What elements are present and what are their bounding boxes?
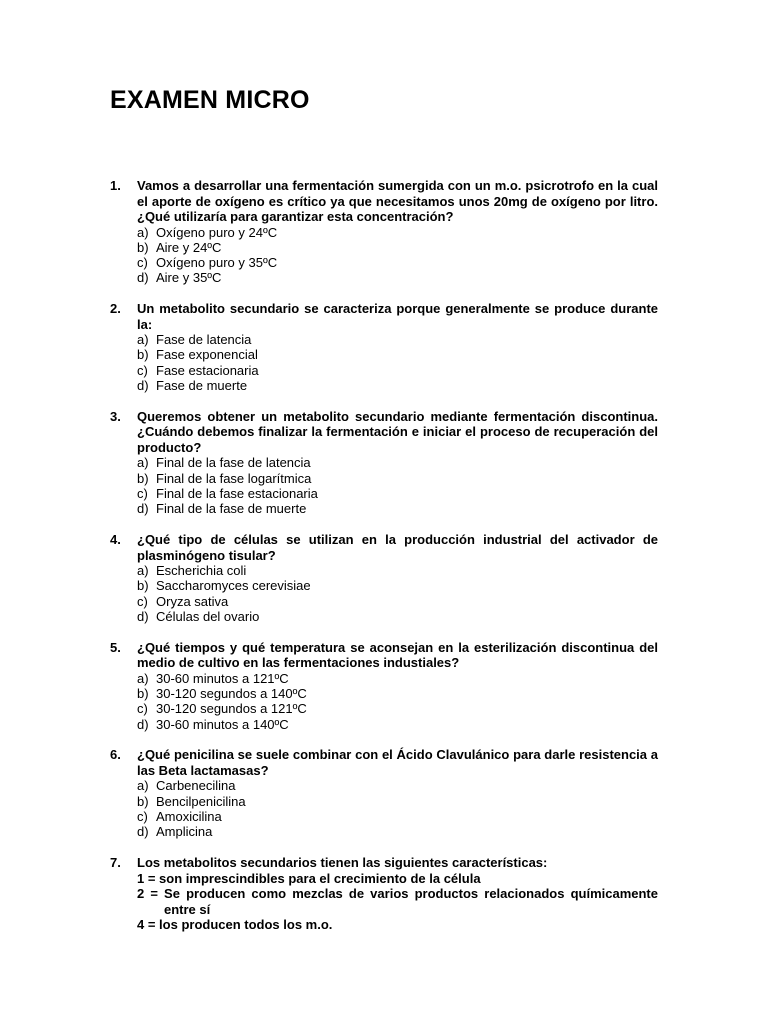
option-c — [137, 809, 658, 824]
statement-2: 2 = Se producen como mezclas de varios productos relacionados químicamente entre sí — [137, 886, 658, 917]
option-b — [137, 686, 658, 701]
question-1 — [110, 178, 658, 286]
option-letter: d) — [137, 824, 149, 840]
option-text: 30-120 segundos a 121ºC — [156, 701, 307, 717]
option-text: Amoxicilina — [156, 809, 222, 825]
option-letter: b) — [137, 578, 149, 594]
option-text: Fase exponencial — [156, 347, 258, 363]
option-text: Células del ovario — [156, 608, 260, 624]
option-letter: d) — [137, 501, 149, 517]
document-title: EXAMEN MICRO — [110, 86, 310, 114]
question-number: 5. — [110, 639, 121, 655]
option-letter: a) — [137, 224, 149, 240]
question-text: ¿Qué tiempos y qué temperatura se aconsejan en la esterilización discontinua del medio de cultivo en las fermentaciones industiales? — [137, 639, 658, 671]
option-list — [137, 332, 658, 393]
option-letter: c) — [137, 593, 148, 609]
question-4 — [110, 532, 658, 624]
question-number: 2. — [110, 301, 121, 317]
option-letter: a) — [137, 778, 149, 794]
option-text: Fase estacionaria — [156, 362, 259, 378]
option-letter: a) — [137, 455, 149, 471]
option-c — [137, 486, 658, 501]
option-text: Final de la fase de latencia — [156, 455, 311, 471]
question-number: 1. — [110, 178, 121, 193]
option-b — [137, 578, 658, 593]
option-a — [137, 778, 658, 793]
question-number: 6. — [110, 747, 121, 763]
option-letter: c) — [137, 485, 148, 501]
option-letter: b) — [137, 470, 149, 486]
option-text: 30-120 segundos a 140ºC — [156, 686, 307, 702]
option-c — [137, 701, 658, 716]
option-letter: a) — [137, 670, 149, 686]
option-list — [137, 225, 658, 286]
question-list — [110, 178, 658, 948]
question-text: Los metabolitos secundarios tienen las siguientes características: — [137, 855, 548, 871]
question-text: ¿Qué penicilina se suele combinar con el Ácido Clavulánico para darle resistencia a las Beta lactamasas? — [137, 747, 658, 778]
question-6 — [110, 747, 658, 839]
option-letter: a) — [137, 563, 149, 579]
option-letter: d) — [137, 716, 149, 732]
question-number: 7. — [110, 855, 121, 871]
option-letter: b) — [137, 793, 149, 809]
option-c — [137, 363, 658, 378]
option-letter: a) — [137, 332, 149, 348]
option-text: Carbenecilina — [156, 778, 236, 794]
question-text: Un metabolito secundario se caracteriza porque generalmente se produce durante la: — [137, 301, 658, 332]
option-d — [137, 270, 658, 285]
option-letter: c) — [137, 362, 148, 378]
option-text: Final de la fase logarítmica — [156, 470, 312, 486]
option-text: Oxígeno puro y 24ºC — [156, 224, 278, 240]
option-b — [137, 240, 658, 255]
option-text: Aire y 35ºC — [156, 270, 222, 286]
option-text: Fase de latencia — [156, 332, 252, 348]
option-d — [137, 378, 658, 393]
option-list — [137, 563, 658, 624]
question-number: 4. — [110, 532, 121, 548]
statement-1: 1 = son imprescindibles para el crecimiento de la célula — [137, 870, 481, 886]
option-letter: d) — [137, 378, 149, 394]
option-c — [137, 594, 658, 609]
option-letter: c) — [137, 809, 148, 825]
option-a — [137, 671, 658, 686]
option-letter: b) — [137, 347, 149, 363]
option-list — [137, 671, 658, 732]
option-text: Final de la fase estacionaria — [156, 485, 318, 501]
option-a — [137, 455, 658, 470]
option-letter: d) — [137, 270, 149, 286]
option-text: Saccharomyces cerevisiae — [156, 578, 311, 594]
option-list — [137, 455, 658, 516]
option-a — [137, 332, 658, 347]
question-text: Queremos obtener un metabolito secundario mediante fermentación discontinua. ¿Cuándo debemos finalizar la fermentación e iniciar el proceso de recuperación del producto? — [137, 408, 658, 455]
statement-4: 4 = los producen todos los m.o. — [137, 917, 333, 933]
question-7 — [110, 855, 658, 933]
option-list — [137, 778, 658, 839]
option-letter: c) — [137, 701, 148, 717]
option-d — [137, 717, 658, 732]
option-c — [137, 255, 658, 270]
question-2 — [110, 301, 658, 393]
option-text: 30-60 minutos a 121ºC — [156, 670, 289, 686]
option-d — [137, 501, 658, 516]
option-letter: b) — [137, 239, 149, 255]
question-5 — [110, 640, 658, 732]
question-text: ¿Qué tipo de células se utilizan en la producción industrial del activador de plasminógeno tisular? — [137, 532, 658, 563]
option-d — [137, 609, 658, 624]
question-3 — [110, 409, 658, 517]
option-text: Escherichia coli — [156, 563, 247, 579]
question-number: 3. — [110, 408, 121, 424]
question-text: Vamos a desarrollar una fermentación sumergida con un m.o. psicrotrofo en la cual el aporte de oxígeno es crítico ya que necesitamos unos 20mg de oxígeno por litro. ¿Qué utilizaría para garantizar esta concentración? — [137, 178, 658, 224]
option-text: Amplicina — [156, 824, 213, 840]
option-letter: b) — [137, 686, 149, 702]
option-text: Oxígeno puro y 35ºC — [156, 255, 278, 271]
option-text: Oryza sativa — [156, 593, 229, 609]
option-letter: c) — [137, 255, 148, 271]
option-a — [137, 563, 658, 578]
option-a — [137, 225, 658, 240]
option-b — [137, 471, 658, 486]
option-letter: d) — [137, 608, 149, 624]
option-text: 30-60 minutos a 140ºC — [156, 716, 289, 732]
option-d — [137, 824, 658, 839]
option-b — [137, 347, 658, 362]
option-text: Fase de muerte — [156, 378, 248, 394]
option-b — [137, 794, 658, 809]
option-text: Aire y 24ºC — [156, 239, 222, 255]
option-text: Final de la fase de muerte — [156, 501, 307, 517]
option-text: Bencilpenicilina — [156, 793, 246, 809]
